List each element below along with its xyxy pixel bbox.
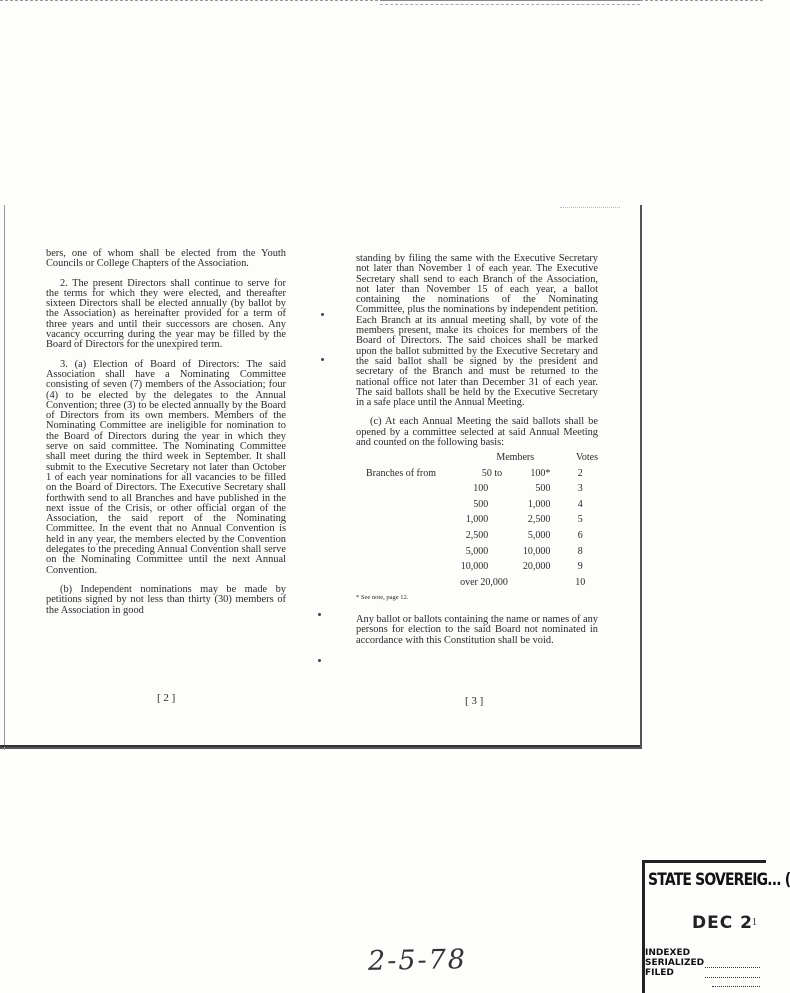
stamp-label-serialized: SERIALIZED	[645, 958, 705, 968]
left-paragraph-2: 2. The present Directors shall continue to serve for the terms for which they were elected, and thereafter sixteen Directors shall be elected annually (by ballot by the Association) as hereinafter provided for a term of three years and until their successors are chosen. Any vacancy occurring during the year may be filled by the Board of Directors for the unexpired term.	[46, 277, 286, 351]
votes-value: 6	[577, 529, 583, 541]
votes-value: 4	[577, 498, 583, 510]
handwritten-date: 2-5-78	[367, 944, 468, 977]
members-to: 20,000	[522, 561, 551, 573]
votes-value: 9	[577, 561, 583, 573]
left-paragraph-4: (b) Independent nominations may be made by petitions signed by not less than thirty (30) members of the Association in good	[46, 583, 286, 616]
gutter-mark	[318, 659, 321, 662]
members-from: 500	[473, 498, 489, 510]
members-to: 10,000	[522, 545, 551, 557]
gutter-mark	[321, 313, 324, 316]
stamp-fill-line	[705, 977, 760, 978]
stamp-fill-line	[712, 986, 760, 987]
members-from: 50	[481, 467, 492, 479]
members-to: 500	[535, 483, 551, 495]
table-row	[356, 575, 598, 591]
votes-value: 5	[577, 514, 583, 526]
left-paragraph-3: 3. (a) Election of Board of Directors: The said Association shall have a Nominating Committee consisting of seven (7) members of the Association; four (4) to be elected by the delegates to the Annual Convention; three (3) to be elected annually by the Board of Directors from its own members. Members of the Nominating Committee are ineligible for nomination to the Board of Directors during the year in which they serve on said committee. The Nominating Committee shall meet during the third week in September. It shall submit to the Executive Secretary not later than October 1 of each year nominations for all vacancies to be filled on the Board of Directors. The Executive Secretary shall forthwith send to all Branches and have published in the next issue of the Crisis, or other official organ of the Association, the said report of the Nominating Committee. In the event that no Annual Convention is held in any year, the members elected by the Convention delegates to the preceding Annual Convention shall serve on the Nominating Committee until the next Annual Convention.	[46, 358, 286, 576]
right-page-text	[356, 254, 598, 655]
stamp-heading: STATE SOVEREIG... (	[648, 870, 790, 890]
gutter-mark	[321, 358, 324, 361]
members-to: 1,000	[527, 498, 551, 510]
booklet-left-edge	[0, 205, 5, 750]
table-row	[356, 513, 598, 529]
left-paragraph-1: bers, one of whom shall be elected from the Youth Councils or College Chapters of the Association.	[46, 248, 286, 270]
members-from: 2,500	[465, 529, 489, 541]
table-footnote: * See note, page 12.	[356, 593, 409, 601]
members-from: over 20,000	[460, 576, 508, 588]
members-from: 10,000	[460, 561, 489, 573]
stamp-label-indexed: INDEXED	[645, 948, 691, 958]
members-header: Members	[496, 451, 535, 463]
stamp-label-filed: FILED	[645, 968, 674, 978]
votes-value: 10	[575, 576, 586, 588]
members-from: 5,000	[465, 545, 489, 557]
votes-table	[356, 450, 598, 590]
stamp-fill-line	[705, 967, 760, 968]
members-to: 2,500	[527, 514, 551, 526]
members-to: 100*	[530, 467, 551, 479]
right-paragraph-1: standing by filing the same with the Executive Secretary not later than November 1 of each year. The Executive Secretary shall send to each Branch of the Association, not later than November 15 of each year, a ballot containing the nominations of the Nominating Committee, plus the nominations by independent petition. Each Branch at its annual meeting shall, by vote of the members present, make its choices for members of the Board of Directors. The said choices shall be marked upon the ballot submitted by the Executive Secretary and the said ballot shall be signed by the president and secretary of the Branch and must be returned to the national office not later than December 31 of each year. The said ballots shall be held by the Executive Secretary in a safe place until the Annual Meeting.	[356, 253, 598, 409]
page-number-right: [ 3 ]	[465, 695, 484, 707]
votes-value: 3	[577, 483, 583, 495]
stamp-labels	[645, 948, 704, 978]
table-row	[356, 497, 598, 513]
votes-table-header	[356, 450, 598, 466]
members-from: 100	[473, 483, 489, 495]
table-row	[356, 560, 598, 576]
members-to: 5,000	[527, 529, 551, 541]
votes-value: 8	[577, 545, 583, 557]
page-number-left: [ 2 ]	[157, 692, 176, 704]
table-row	[356, 466, 598, 482]
booklet-bottom-edge	[0, 745, 640, 747]
stamp-date: DEC 2	[692, 913, 753, 933]
table-row	[356, 544, 598, 560]
gutter-mark	[318, 613, 321, 616]
stamp-date-tail: 1	[752, 917, 757, 928]
scan-top-edge	[0, 0, 763, 7]
left-page-text	[46, 249, 286, 625]
votes-value: 2	[577, 467, 583, 479]
members-from: 1,000	[465, 514, 489, 526]
table-row	[356, 528, 598, 544]
members-to-word: to	[494, 467, 503, 479]
votes-header: Votes	[575, 451, 598, 463]
table-row	[356, 482, 598, 498]
right-paragraph-2: (c) At each Annual Meeting the said ballots shall be opened by a committee selected at said Annual Meeting and counted on the following basis:	[356, 416, 598, 449]
row-label: Branches of from	[366, 467, 436, 479]
right-closing-paragraph: Any ballot or ballots containing the name or names of any persons for election to the said Board not nominated in accordance with this Constitution shall be void.	[356, 613, 598, 646]
